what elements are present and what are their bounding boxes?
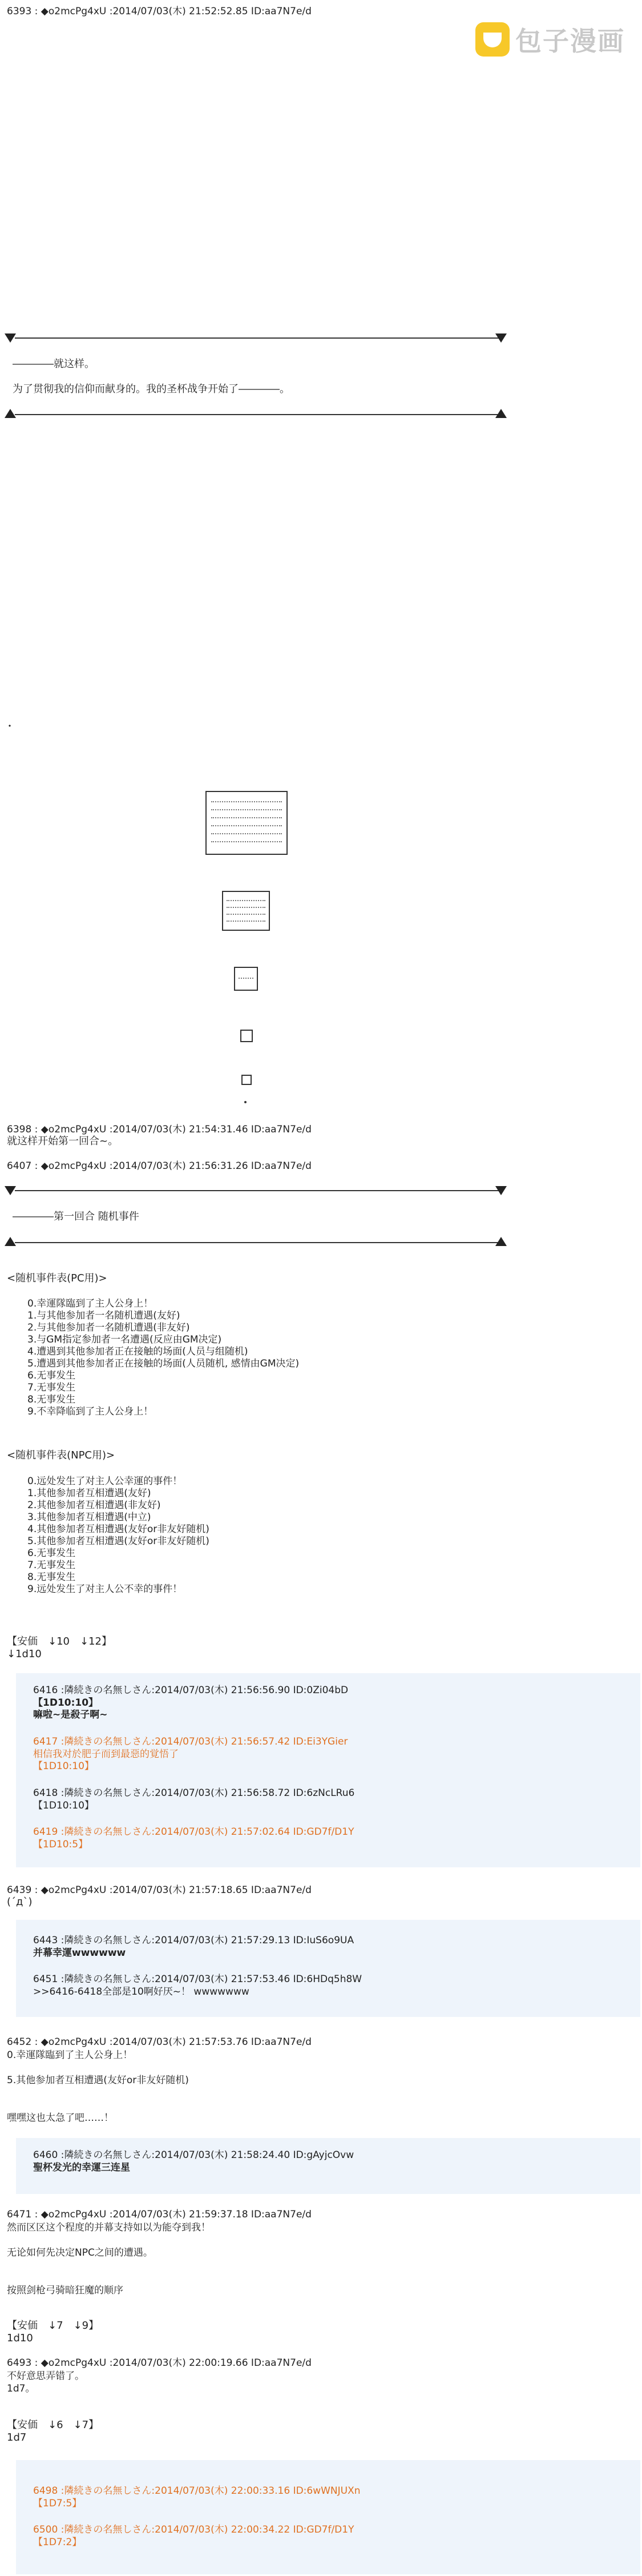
roll-body: 1d10	[7, 2332, 33, 2344]
reply-box	[16, 1673, 640, 1867]
list-item: 7.无事发生	[27, 1382, 76, 1393]
post-header: 6493 : ◆o2mcPg4xU :2014/07/03(木) 22:00:19.66 ID:aa7N7e/d	[7, 2357, 312, 2369]
list-item: 9.远处发生了对主人公不幸的事件！	[27, 1584, 183, 1595]
list-item: 3.与GM指定参加者一名遭遇(反应由GM决定)	[27, 1334, 222, 1345]
reply-body: 【1D10:5】	[33, 1839, 88, 1850]
post-header: 6393 : ◆o2mcPg4xU :2014/07/03(木) 21:52:52.85 ID:aa7N7e/d	[7, 6, 312, 17]
small-dotted-box	[234, 967, 258, 991]
post-body: 就这样开始第一回合~。	[7, 1135, 119, 1147]
post-body: (´д`)	[7, 1896, 33, 1908]
list-item: 2.与其他参加者一名随机遭遇(非友好)	[27, 1322, 190, 1333]
intro-line-2: 为了贯彻我的信仰而献身的。我的圣杯战争开始了――――。	[13, 383, 290, 395]
watermark-text: 包子漫画	[515, 26, 625, 57]
divider	[15, 1242, 500, 1243]
reply-body: 【1D7:2】	[33, 2537, 82, 2548]
triangle-down-icon	[495, 1186, 507, 1195]
large-dotted-box	[205, 791, 288, 855]
roll-body: ↓1d10	[7, 1648, 42, 1660]
list-item: 6.无事发生	[27, 1370, 76, 1381]
list-item: 2.其他参加者互相遭遇(非友好)	[27, 1500, 161, 1511]
triangle-up-icon	[495, 1237, 507, 1246]
reply-header: 6498 :隣続きの名無しさん:2014/07/03(木) 22:00:33.16 ID:6wWNJUXn	[33, 2485, 361, 2497]
reply-header: 6500 :隣続きの名無しさん:2014/07/03(木) 22:00:34.22 ID:GD7f/D1Y	[33, 2524, 354, 2535]
round-banner: ――――第一回合 随机事件	[13, 1211, 139, 1223]
dot-marker: ・	[5, 721, 15, 733]
pc-table-title: <随机事件表(PC用)>	[7, 1272, 107, 1284]
list-item: 0.幸運隊臨到了主人公身上！	[27, 1298, 154, 1309]
reply-body: >>6416-6418全部是10啊好厌~！ wwwwwww	[33, 1986, 249, 1998]
triangle-up-icon	[5, 1237, 16, 1246]
final-dot	[244, 1101, 247, 1103]
list-item: 5.遭遇到其他参加者正在接触的场面(人员随机, 感情由GM决定)	[27, 1358, 300, 1369]
reply-header: 6443 :隣続きの名無しさん:2014/07/03(木) 21:57:29.13 ID:IuS6o9UA	[33, 1935, 354, 1946]
triangle-up-icon	[5, 409, 16, 418]
tiny-box	[241, 1075, 252, 1085]
list-item: 6.无事发生	[27, 1548, 76, 1559]
roll-body: 1d7	[7, 2432, 27, 2444]
post-body: 然而区区这个程度的并幕支持如以为能夺到我！ 无论如何先决定NPC之间的遭遇。 按照剑枪弓骑暗狂魔的顺序	[7, 2222, 211, 2296]
reply-header: 6451 :隣続きの名無しさん:2014/07/03(木) 21:57:53.46 ID:6HDq5h8W	[33, 1974, 362, 1985]
npc-table-list	[27, 1476, 209, 1596]
divider	[15, 414, 500, 415]
post-header: 6471 : ◆o2mcPg4xU :2014/07/03(木) 21:59:37.18 ID:aa7N7e/d	[7, 2209, 312, 2220]
npc-table-title: <随机事件表(NPC用)>	[7, 1449, 115, 1461]
list-item: 9.不幸降临到了主人公身上！	[27, 1406, 154, 1417]
triangle-down-icon	[5, 333, 16, 343]
reply-body: 【1D10:10】 嘛啦~是殺子啊~	[33, 1697, 108, 1721]
reply-header: 6419 :隣続きの名無しさん:2014/07/03(木) 21:57:02.64 ID:GD7f/D1Y	[33, 1826, 354, 1838]
list-item: 8.无事发生	[27, 1394, 76, 1405]
list-item: 7.无事发生	[27, 1560, 76, 1571]
roll-label: 【安価 ↓7 ↓9】	[7, 2320, 99, 2332]
reply-header: 6416 :隣続きの名無しさん:2014/07/03(木) 21:56:56.90 ID:0Zi04bD	[33, 1685, 349, 1696]
pc-table-list	[27, 1298, 299, 1418]
reply-body: 聖杯发光的幸運三连星	[33, 2162, 130, 2173]
reply-box	[16, 2138, 640, 2194]
tiny-box	[240, 1030, 253, 1042]
intro-line-1: ――――就这样。	[13, 358, 95, 370]
post-body: 0.幸運隊臨到了主人公身上！ 5.其他参加者互相遭遇(友好or非友好随机) 嘿嘿这也太急了吧……！	[7, 2049, 189, 2124]
reply-header: 6417 :隣続きの名無しさん:2014/07/03(木) 21:56:57.42 ID:Ei3YGier	[33, 1736, 348, 1747]
post-header: 6407 : ◆o2mcPg4xU :2014/07/03(木) 21:56:31.26 ID:aa7N7e/d	[7, 1160, 312, 1172]
triangle-down-icon	[495, 333, 507, 343]
list-item: 3.其他参加者互相遭遇(中立)	[27, 1512, 151, 1523]
post-header: 6398 : ◆o2mcPg4xU :2014/07/03(木) 21:54:31.46 ID:aa7N7e/d	[7, 1124, 312, 1135]
list-item: 5.其他参加者互相遭遇(友好or非友好随机)	[27, 1536, 209, 1547]
reply-body: 相信我对於肥子而到最惡的覚悟了 【1D10:10】	[33, 1749, 179, 1772]
list-item: 4.遭遇到其他参加者正在接触的场面(人员与组随机)	[27, 1346, 248, 1357]
reply-header: 6418 :隣続きの名無しさん:2014/07/03(木) 21:56:58.72 ID:6zNcLRu6	[33, 1787, 355, 1799]
reply-box	[16, 1920, 640, 2017]
reply-body: 并幕幸運wwwwww	[33, 1947, 126, 1959]
post-body: 不好意思弄错了。 1d7。	[7, 2370, 84, 2394]
divider	[15, 337, 500, 339]
post-header: 6439 : ◆o2mcPg4xU :2014/07/03(木) 21:57:18.65 ID:aa7N7e/d	[7, 1884, 312, 1896]
reply-box	[16, 2460, 640, 2574]
triangle-up-icon	[495, 409, 507, 418]
list-item: 8.无事发生	[27, 1572, 76, 1583]
list-item: 4.其他参加者互相遭遇(友好or非友好随机)	[27, 1524, 209, 1535]
reply-body: 【1D10:10】	[33, 1800, 94, 1811]
roll-label: 【安価 ↓6 ↓7】	[7, 2419, 99, 2431]
watermark	[475, 21, 625, 58]
list-item: 1.与其他参加者一名随机遭遇(友好)	[27, 1310, 180, 1321]
list-item: 0.远处发生了对主人公幸運的事件！	[27, 1476, 183, 1487]
medium-dotted-box	[222, 891, 270, 931]
roll-label: 【安価 ↓10 ↓12】	[7, 1635, 112, 1647]
reply-body: 【1D7:5】	[33, 2498, 82, 2509]
reply-header: 6460 :隣続きの名無しさん:2014/07/03(木) 21:58:24.40 ID:gAyjcOvw	[33, 2149, 354, 2161]
triangle-down-icon	[5, 1186, 16, 1195]
divider	[15, 1190, 500, 1191]
list-item: 1.其他参加者互相遭遇(友好)	[27, 1488, 151, 1499]
bun-logo-icon	[475, 22, 510, 57]
post-header: 6452 : ◆o2mcPg4xU :2014/07/03(木) 21:57:53.76 ID:aa7N7e/d	[7, 2036, 312, 2048]
